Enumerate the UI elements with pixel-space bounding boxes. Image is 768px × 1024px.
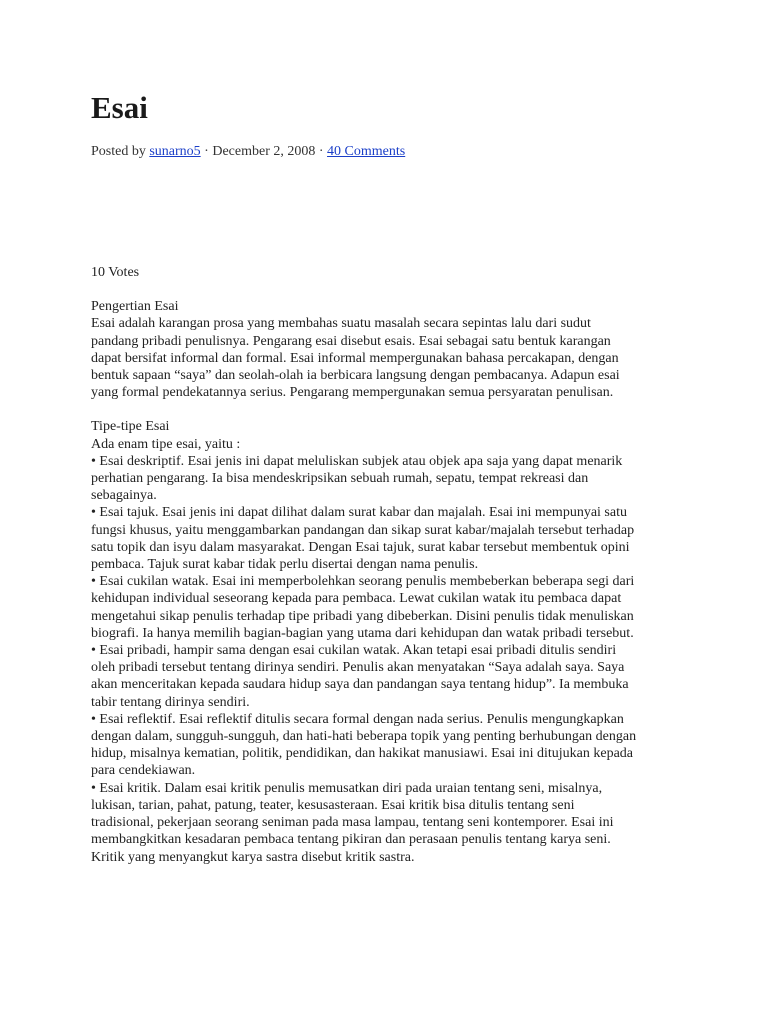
text-line: sebagainya. xyxy=(91,488,157,504)
text-line: biografi. Ia hanya memilih bagian-bagian yang utama dari kehidupan dan watak pribadi tersebut. xyxy=(91,625,634,641)
text-line: hidup, misalnya kematian, politik, pendidikan, dan hakikat manusiawi. Esai ini ditujukan kepada xyxy=(91,746,633,762)
text-line: • Esai pribadi, hampir sama dengan esai cukilan watak. Akan tetapi esai pribadi ditulis sendiri xyxy=(91,643,617,659)
text-line: • Esai reflektif. Esai reflektif ditulis secara formal dengan nada serius. Penulis mengungkapkan xyxy=(91,711,624,727)
text-line: • Esai kritik. Dalam esai kritik penulis memusatkan diri pada uraian tentang seni, misalnya, xyxy=(91,780,603,796)
text-line: para cendekiawan. xyxy=(91,763,196,779)
text-line: dengan dalam, sungguh-sungguh, dan hati-hati beberapa topik yang penting berhubungan dengan xyxy=(91,729,637,745)
text-line: membangkitkan kesadaran pembaca tentang pikiran dan perasaan penulis tentang karya seni. xyxy=(91,832,611,848)
text-line: • Esai deskriptif. Esai jenis ini dapat meluliskan subjek atau objek apa saja yang dapat menarik xyxy=(91,453,623,469)
text-line: tradisional, pekerjaan seorang seniman pada masa lampau, tentang seni kontemporer. Esai ini xyxy=(91,815,614,831)
text-line: oleh pribadi tersebut tentang dirinya sendiri. Penulis akan menyatakan “Saya adalah saya. Saya xyxy=(91,660,625,676)
text-line: satu topik dan isyu dalam masyarakat. Dengan Esai tajuk, surat kabar tersebut membentuk opini xyxy=(91,539,630,555)
text-line: perhatian pengarang. Ia bisa mendeskripsikan sebuah rumah, sepatu, tempat rekreasi dan xyxy=(91,471,589,487)
post-date: December 2, 2008 xyxy=(212,144,316,159)
meta-separator: · xyxy=(204,144,209,159)
text-line: akan menceritakan kepada saudara hidup saya dan pandangan saya tentang hidup”. Ia membuka xyxy=(91,677,629,693)
article-body xyxy=(91,264,691,866)
text-line: bentuk sapaan “saya” dan seolah-olah ia berbicara langsung dengan pembacanya. Adapun esai xyxy=(91,368,620,384)
text-line: pandang pribadi penulisnya. Pengarang esai disebut esais. Esai sebagai satu bentuk karangan xyxy=(91,333,611,349)
text-line: lukisan, tarian, pahat, patung, teater, kesusasteraan. Esai kritik bisa ditulis tentang seni xyxy=(91,797,575,813)
posted-by-label: Posted by xyxy=(91,144,146,159)
text-line: Ada enam tipe esai, yaitu : xyxy=(91,436,241,452)
section-heading: Tipe-tipe Esai xyxy=(91,419,170,435)
post-meta xyxy=(91,143,405,161)
section-body xyxy=(91,315,691,401)
text-line: • Esai tajuk. Esai jenis ini dapat dilihat dalam surat kabar dan majalah. Esai ini mempunyai satu xyxy=(91,505,627,521)
text-line: kehidupan individual seseorang kepada para pembaca. Lewat cukilan watak itu pembaca dapat xyxy=(91,591,622,607)
comments-link[interactable]: 40 Comments xyxy=(327,144,406,159)
text-line: mengetahui sikap penulis terhadap tipe pribadi yang dibeberkan. Disini penulis tidak menuliskan xyxy=(91,608,634,624)
section-heading: Pengertian Esai xyxy=(91,299,179,315)
text-line: Kritik yang menyangkut karya sastra disebut kritik sastra. xyxy=(91,849,415,865)
text-line: pembaca. Tajuk surat kabar tidak perlu disertai dengan nama penulis. xyxy=(91,557,479,573)
meta-separator: · xyxy=(318,144,324,159)
text-line: Esai adalah karangan prosa yang membahas suatu masalah secara sepintas lalu dari sudut xyxy=(91,316,591,332)
text-line: tabir tentang dirinya sendiri. xyxy=(91,694,250,710)
author-link[interactable]: sunarno5 xyxy=(149,144,201,159)
section-body xyxy=(91,436,691,866)
text-line: yang formal pendekatannya serius. Pengarang mempergunakan semua persyaratan penulisan. xyxy=(91,385,614,401)
votes-count: 10 Votes xyxy=(91,265,140,280)
page-title: Esai xyxy=(91,90,148,125)
text-line: fungsi khusus, yaitu menggambarkan pandangan dan sikap surat kabar/majalah tersebut terhadap xyxy=(91,522,635,538)
text-line: dapat bersifat informal dan formal. Esai informal mempergunakan bahasa percakapan, dengan xyxy=(91,350,619,366)
text-line: • Esai cukilan watak. Esai ini memperbolehkan seorang penulis membeberkan beberapa segi dari xyxy=(91,574,635,590)
